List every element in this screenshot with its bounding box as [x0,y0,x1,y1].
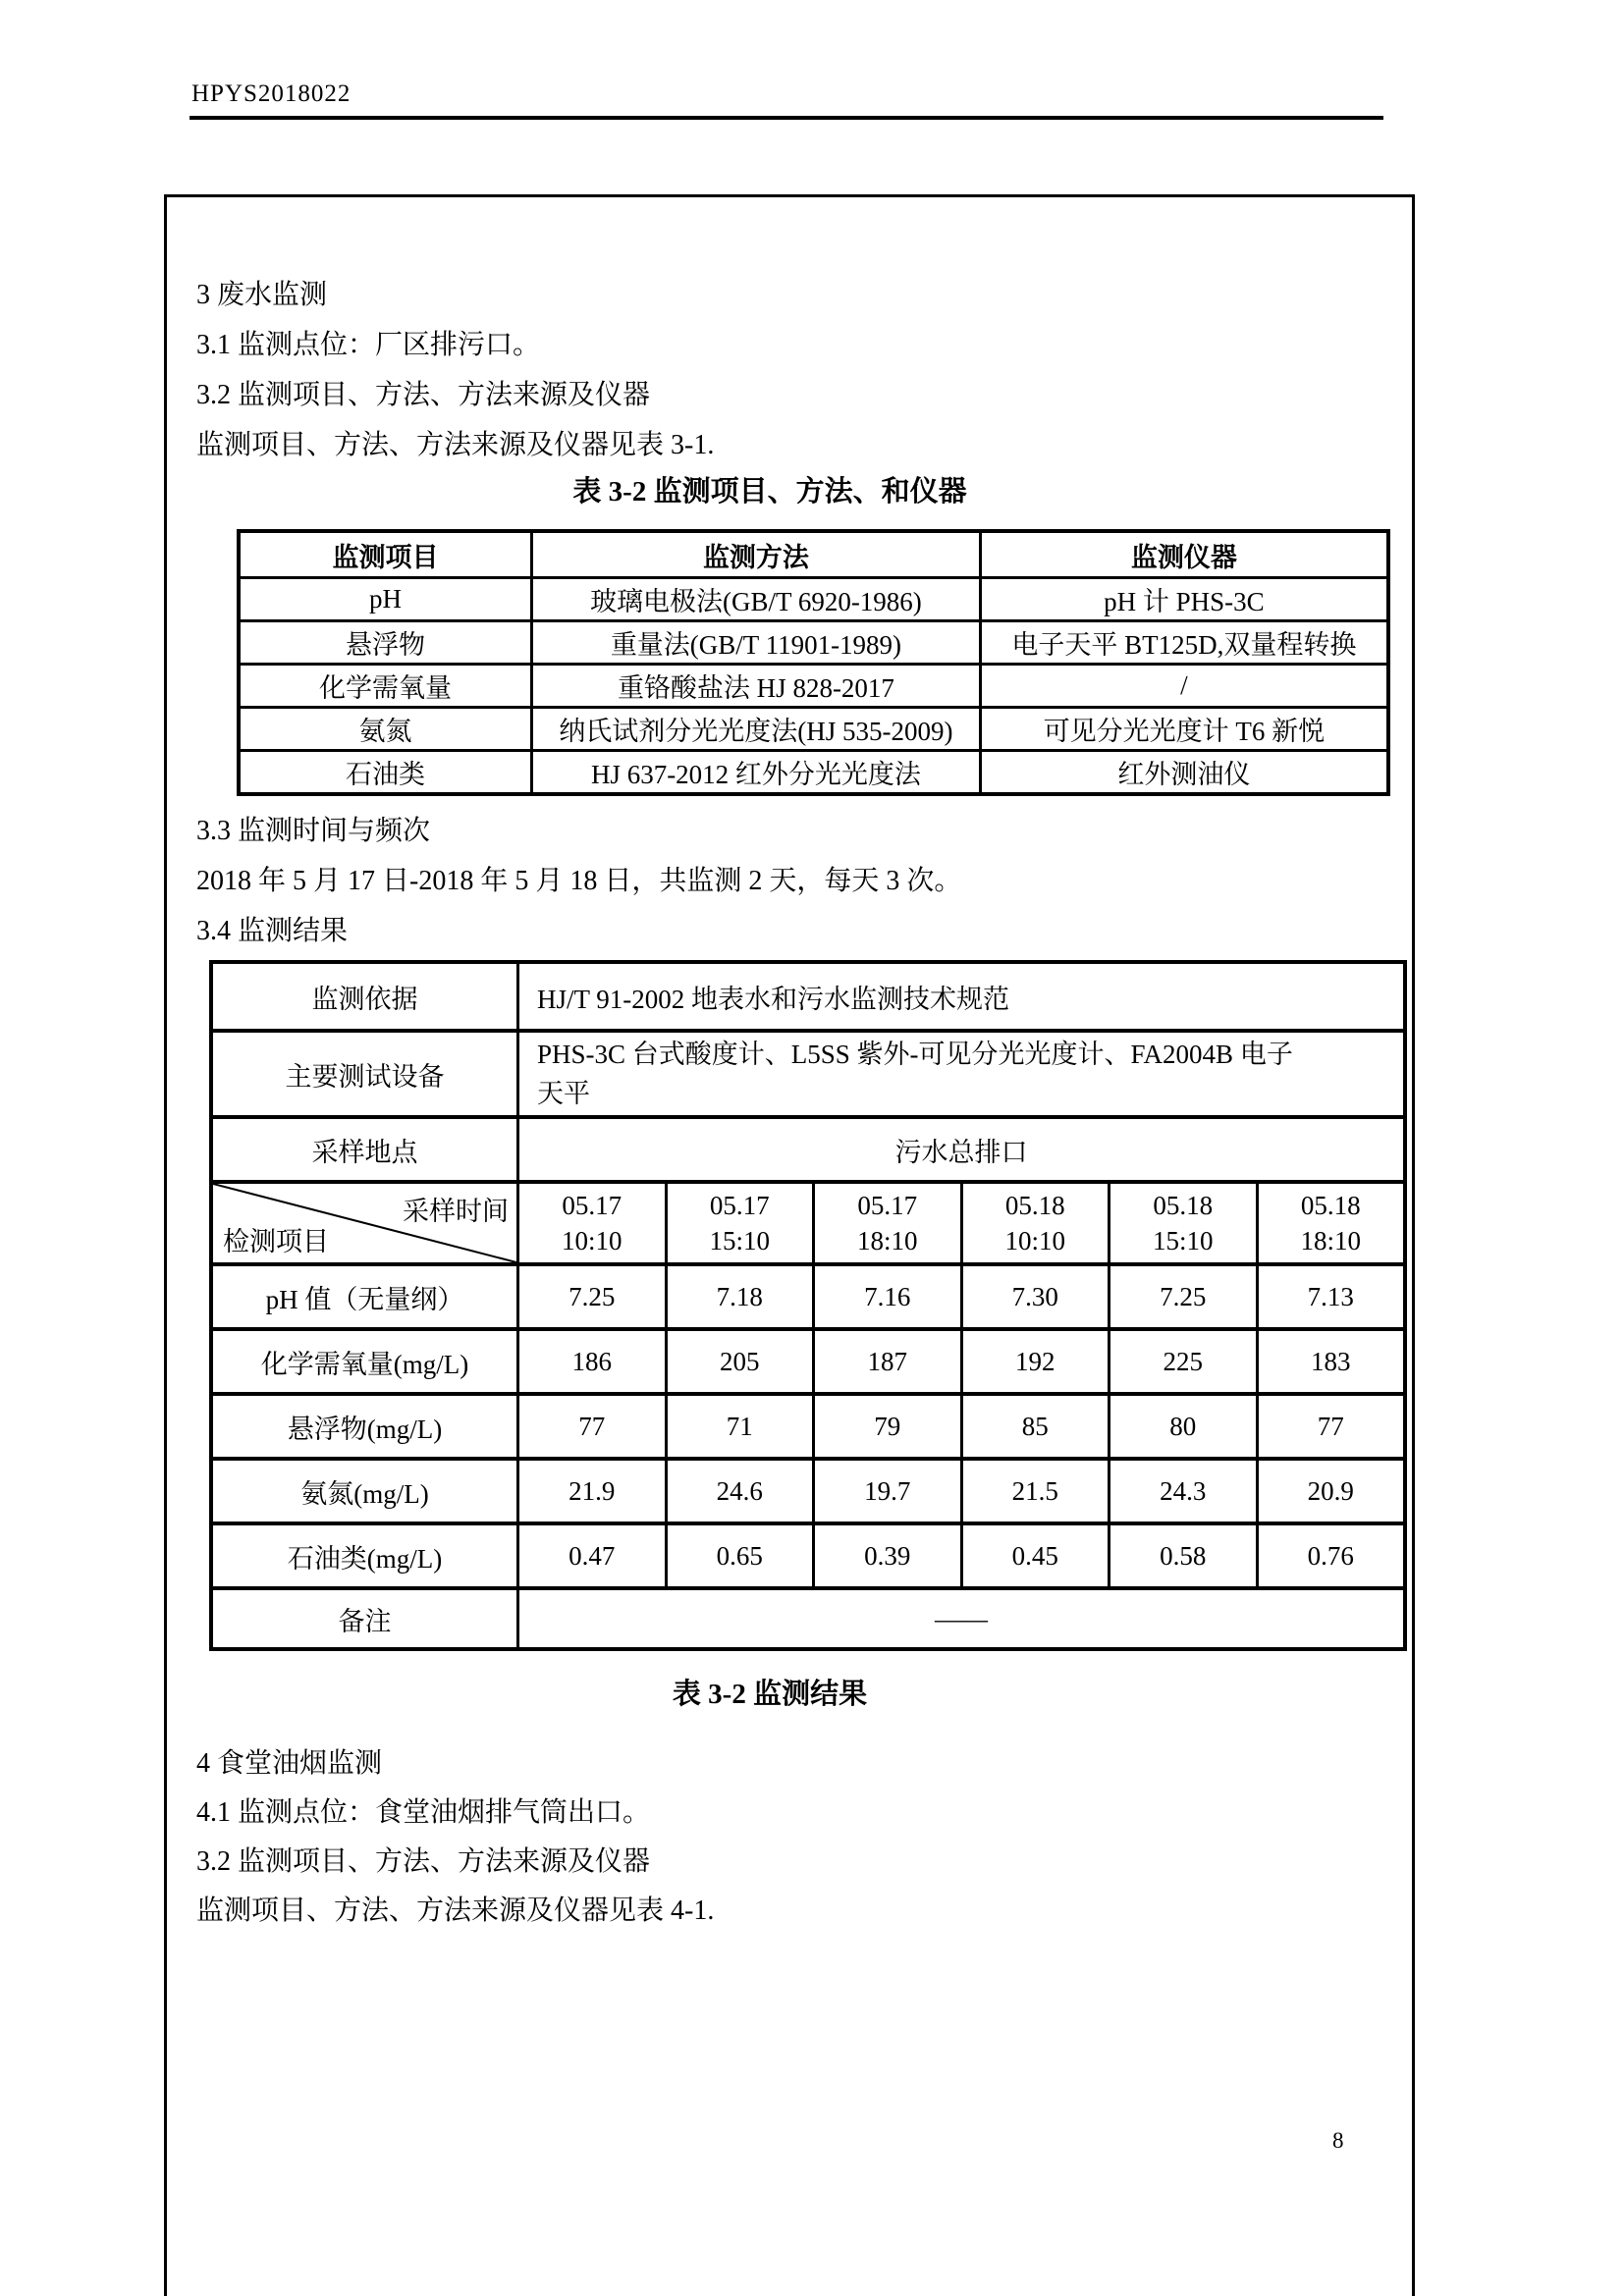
time-text: 15:10 [709,1226,770,1255]
section3-ref-line: 监测项目、方法、方法来源及仪器见表 3-1. [196,430,715,460]
value-cell: 0.76 [1256,1525,1404,1586]
value-cell: 77 [1256,1396,1404,1457]
table-row [239,708,1388,751]
date-text: 05.17 [562,1191,623,1220]
table-row [239,621,1388,665]
results-table-caption: 表 3-2 监测结果 [672,1679,868,1710]
table-row [239,665,1388,708]
table-cell: pH [239,578,532,621]
diagonal-split-cell [213,1184,519,1262]
section4-point-line: 4.1 监测点位：食堂油烟排气筒出口。 [196,1797,651,1828]
value-cell: 85 [960,1396,1109,1457]
value-cell: 0.65 [665,1525,813,1586]
row-label: 化学需氧量(mg/L) [213,1331,519,1392]
document-header-code: HPYS2018022 [191,80,352,107]
table-cell: / [980,665,1388,708]
time-column-header [519,1184,665,1262]
date-text: 05.17 [709,1191,770,1220]
value-cell: 71 [665,1396,813,1457]
table-cell: 红外测油仪 [980,751,1388,795]
value-cell: 205 [665,1331,813,1392]
date-text: 05.17 [857,1191,918,1220]
value-cell: 183 [1256,1331,1404,1392]
column-header: 监测项目 [239,531,532,578]
row-label: 采样地点 [213,1119,519,1180]
row-label: 悬浮物(mg/L) [213,1396,519,1457]
time-column-header [1256,1184,1404,1262]
page-number: 8 [1332,2128,1344,2153]
row-label: 备注 [213,1590,519,1647]
value-cell: 7.25 [1108,1266,1256,1327]
value-cell: 225 [1108,1331,1256,1392]
table-cell: PHS-3C 台式酸度计、L5SS 紫外-可见分光光度计、FA2004B 电子天平 [537,1040,1293,1108]
section33-heading: 3.3 监测时间与频次 [196,816,431,846]
table-row [213,1457,1403,1522]
table-cell: HJ/T 91-2002 地表水和污水监测技术规范 [537,984,1010,1014]
value-cell: 187 [812,1331,960,1392]
value-cell: 7.30 [960,1266,1109,1327]
value-cell: 0.47 [568,1540,616,1571]
table-cell: 重铬酸盐法 HJ 828-2017 [532,665,981,708]
table-cell: 重量法(GB/T 11901-1989) [532,621,981,665]
table-header-row [213,1180,1403,1262]
row-label: 氨氮(mg/L) [213,1461,519,1522]
methods-table-caption: 表 3-2 监测项目、方法、和仪器 [572,476,967,507]
section3-point-line: 3.1 监测点位：厂区排污口。 [196,330,541,360]
table-cell: 氨氮 [239,708,532,751]
value-cell: 7.16 [812,1266,960,1327]
table-row [213,1586,1403,1647]
value-cell: 20.9 [1256,1461,1404,1522]
value-cell: 79 [812,1396,960,1457]
methods-table [237,529,1390,796]
table-row [239,751,1388,795]
time-column-header [1108,1184,1256,1262]
time-column-header [665,1184,813,1262]
row-label: 监测依据 [213,964,519,1029]
table-cell: 纳氏试剂分光光度法(HJ 535-2009) [532,708,981,751]
row-label: pH 值（无量纲） [213,1266,519,1327]
time-column-header [812,1184,960,1262]
table-cell: 电子天平 BT125D,双量程转换 [980,621,1388,665]
value-cell: 192 [960,1331,1109,1392]
value-cell: 77 [578,1411,606,1441]
table-row [213,1327,1403,1392]
table-cell: pH 计 PHS-3C [980,578,1388,621]
section3-items-line: 3.2 监测项目、方法、方法来源及仪器 [196,380,651,410]
table-cell: 玻璃电极法(GB/T 6920-1986) [532,578,981,621]
value-cell: 21.5 [960,1461,1109,1522]
value-cell: 0.58 [1108,1525,1256,1586]
header-rule [189,116,1383,120]
time-text: 10:10 [1004,1226,1065,1255]
value-cell: 19.7 [812,1461,960,1522]
value-cell: 0.39 [812,1525,960,1586]
time-text: 18:10 [856,1226,918,1255]
table-cell: 可见分光光度计 T6 新悦 [980,708,1388,751]
section34-heading: 3.4 监测结果 [196,916,349,946]
time-text: 10:10 [561,1226,623,1255]
table-cell: 悬浮物 [239,621,532,665]
time-text: 18:10 [1300,1226,1361,1255]
remark-cell: —— [935,1603,988,1633]
content-frame [164,194,1415,2296]
table-row [239,578,1388,621]
value-cell: 7.13 [1256,1266,1404,1327]
column-header: 监测方法 [532,531,981,578]
row-label: 主要测试设备 [213,1033,519,1115]
time-column-header [960,1184,1109,1262]
time-text: 15:10 [1152,1226,1214,1255]
table-row [213,1115,1403,1180]
value-cell: 21.9 [568,1475,616,1506]
table-row [213,964,1403,1029]
section4-heading: 4 食堂油烟监测 [196,1748,383,1779]
value-cell: 7.25 [568,1281,616,1311]
value-cell: 7.18 [665,1266,813,1327]
table-cell: 石油类 [239,751,532,795]
table-row [213,1262,1403,1327]
value-cell: 24.3 [1108,1461,1256,1522]
value-cell: 24.6 [665,1461,813,1522]
table-row [213,1522,1403,1586]
section4-ref-line: 监测项目、方法、方法来源及仪器见表 4-1. [196,1896,715,1926]
table-row [213,1029,1403,1115]
diag-label-time: 采样时间 [403,1197,509,1226]
value-cell: 80 [1108,1396,1256,1457]
value-cell: 186 [571,1346,612,1376]
date-text: 05.18 [1004,1191,1065,1220]
date-text: 05.18 [1300,1191,1361,1220]
value-cell: 0.45 [960,1525,1109,1586]
table-header-row [239,531,1388,578]
results-table [209,960,1407,1651]
table-cell: 污水总排口 [894,1137,1028,1167]
table-cell: 化学需氧量 [239,665,532,708]
table-row [213,1392,1403,1457]
column-header: 监测仪器 [980,531,1388,578]
table-cell: HJ 637-2012 红外分光光度法 [532,751,981,795]
section4-items-line: 3.2 监测项目、方法、方法来源及仪器 [196,1846,651,1877]
row-label: 石油类(mg/L) [213,1525,519,1586]
date-text: 05.18 [1153,1191,1214,1220]
monitoring-time-text: 2018 年 5 月 17 日-2018 年 5 月 18 日，共监测 2 天，每天 3 次。 [196,866,962,896]
diag-label-item: 检测项目 [223,1227,329,1256]
section3-heading: 3 废水监测 [196,280,328,310]
